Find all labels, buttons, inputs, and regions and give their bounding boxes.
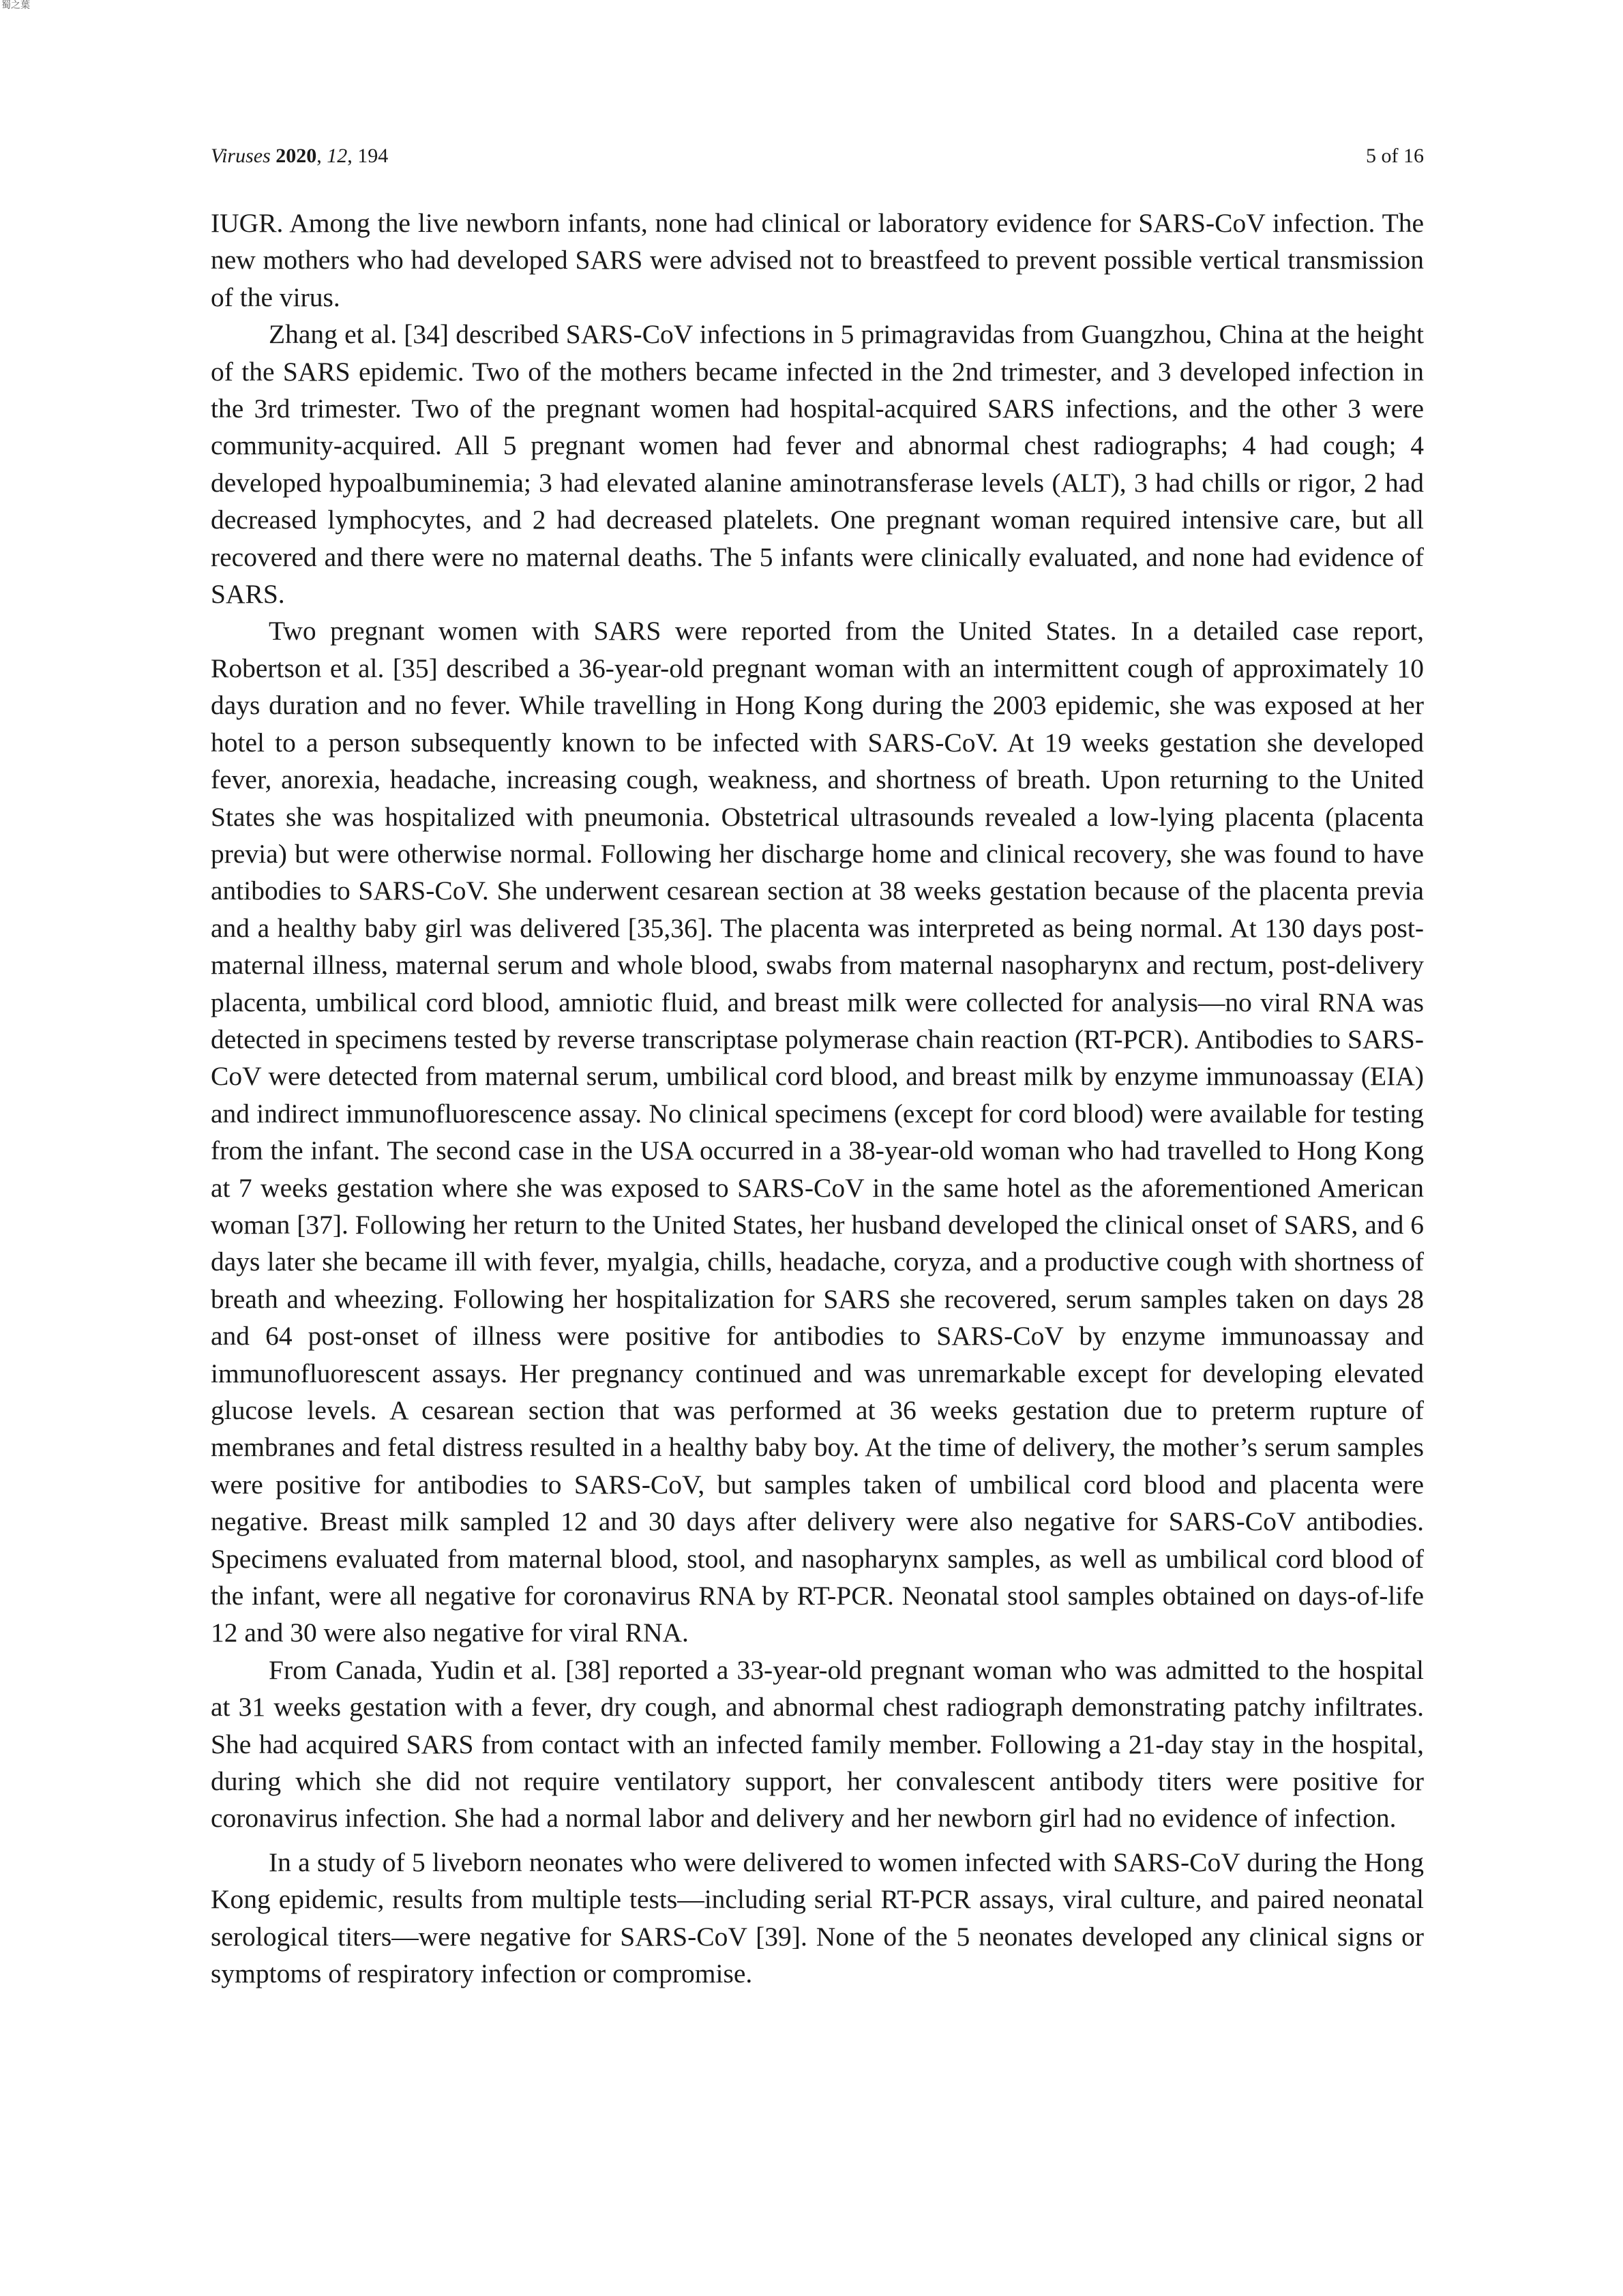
paragraph-canada: From Canada, Yudin et al. [38] reported a 33-year-old pregnant woman who was admitted to the hospital at 31 weeks gestation with a fever, dry cough, and abnormal chest radiograph demonstrating patchy infiltrates. She had acquired SARS from contact with an infected family member. Following a 21-day stay in the hospital, during which she did not require ventilatory support, her convalescent antibody titers were positive for coronavirus infection. She had a normal labor and delivery and her newborn girl had no evidence of infection. <box>211 1654 1424 1834</box>
paragraph-zhang: Zhang et al. [34] described SARS-CoV infections in 5 primagravidas from Guangzhou, China at the height of the SARS epidemic. Two of the mothers became infected in the 2nd trimester, and 3 developed infection in the 3rd trimester. Two of the pregnant women had hospital-acquired SARS infections, and the other 3 were community-acquired. All 5 pregnant women had fever and abnormal chest radiographs; 4 had cough; 4 developed hypoalbuminemia; 3 had elevated alanine aminotransferase levels (ALT), 3 had chills or rigor, 2 had decreased lymphocytes, and 2 had decreased platelets. One pregnant woman required intensive care, but all recovered and there were no maternal deaths. The 5 infants were clinically evaluated, and none had evidence of SARS. <box>211 319 1424 610</box>
header-comma: , <box>316 145 327 167</box>
page-number: 5 of 16 <box>1366 145 1424 167</box>
publication-year: 2020 <box>276 145 317 167</box>
paragraph-hong-kong-neonates: In a study of 5 liveborn neonates who were delivered to women infected with SARS-CoV during the Hong Kong epidemic, results from multiple tests—including serial RT-PCR assays, viral culture, and paired neonatal serological titers—were negative for SARS-CoV [39]. None of the 5 neonates developed any clinical signs or symptoms of respiratory infection or compromise. <box>211 1847 1424 1989</box>
running-header <box>211 141 1424 171</box>
journal-name: Viruses <box>211 145 271 167</box>
corner-watermark: 蜀之葉 <box>1 0 30 11</box>
article-number: , 194 <box>347 145 389 167</box>
body-text <box>211 205 1424 1993</box>
paragraph-continued: IUGR. Among the live newborn infants, none had clinical or laboratory evidence for SARS-CoV infection. The new mothers who had developed SARS were advised not to breastfeed to prevent possible vertical transmission of the virus. <box>211 208 1424 312</box>
paragraph-united-states: Two pregnant women with SARS were reported from the United States. In a detailed case report, Robertson et al. [35] described a 36-year-old pregnant woman with an intermittent cough of approximately 10 days duration and no fever. While travelling in Hong Kong during the 2003 epidemic, she was exposed at her hotel to a person subsequently known to be infected with SARS-CoV. At 19 weeks gestation she developed fever, anorexia, headache, increasing cough, weakness, and shortness of breath. Upon returning to the United States she was hospitalized with pneumonia. Obstetrical ultrasounds revealed a low-lying placenta (placenta previa) but were otherwise normal. Following her discharge home and clinical recovery, she was found to have antibodies to SARS-CoV. She underwent cesarean section at 38 weeks gestation because of the placenta previa and a healthy baby girl was delivered [35,36]. The placenta was interpreted as being normal. At 130 days post-maternal illness, maternal serum and whole blood, swabs from maternal nasopharynx and rectum, post-delivery placenta, umbilical cord blood, amniotic fluid, and breast milk were collected for analysis—no viral RNA was detected in specimens tested by reverse transcriptase polymerase chain reaction (RT-PCR). Antibodies to SARS-CoV were detected from maternal serum, umbilical cord blood, and breast milk by enzyme immunoassay (EIA) and indirect immunofluorescence assay. No clinical specimens (except for cord blood) were available for testing from the infant. The second case in the USA occurred in a 38-year-old woman who had travelled to Hong Kong at 7 weeks gestation where she was exposed to SARS-CoV in the same hotel as the aforementioned American woman [37]. Following her return to the United States, her husband developed the clinical onset of SARS, and 6 days later she became ill with fever, myalgia, chills, headache, coryza, and a productive cough with shortness of breath and wheezing. Following her hospitalization for SARS she recovered, serum samples taken on days 28 and 64 post-onset of illness were positive for antibodies to SARS-CoV by enzyme immunoassay and immunofluorescent assays. Her pregnancy continued and was unremarkable except for developing elevated glucose levels. A cesarean section that was performed at 36 weeks gestation due to preterm rupture of membranes and fetal distress resulted in a healthy baby boy. At the time of delivery, the mother’s serum samples were positive for antibodies to SARS-CoV, but samples taken of umbilical cord blood and placenta were negative. Breast milk sampled 12 and 30 days after delivery were also negative for SARS-CoV antibodies. Specimens evaluated from maternal blood, stool, and nasopharynx samples, as well as umbilical cord blood of the infant, were all negative for coronavirus RNA by RT-PCR. Neonatal stool samples obtained on days-of-life 12 and 30 were also negative for viral RNA. <box>211 616 1424 1648</box>
volume-number: 12 <box>327 145 348 167</box>
